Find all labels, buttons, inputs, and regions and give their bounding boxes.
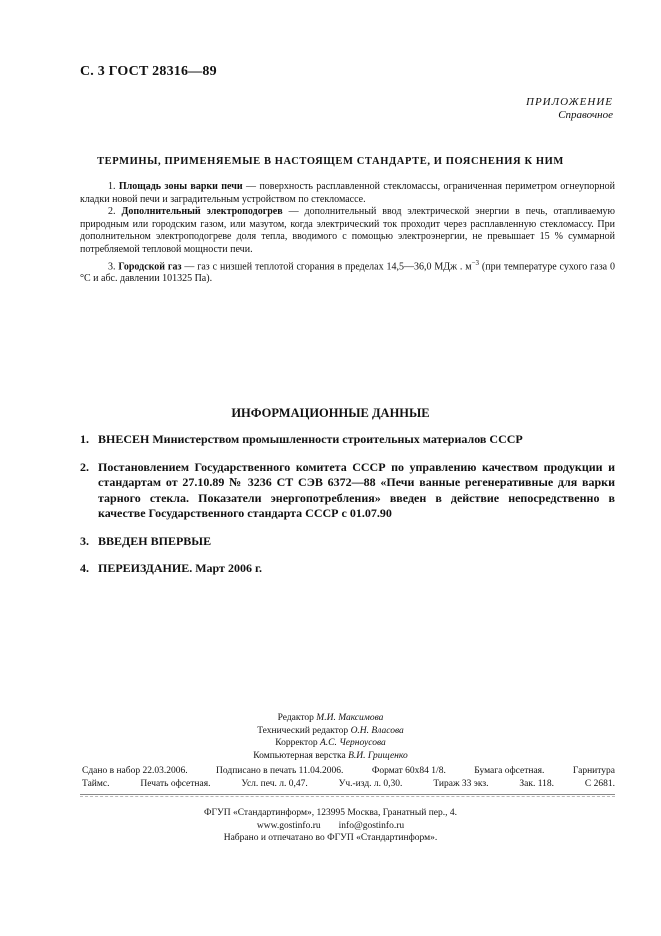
imprint-cell: Сдано в набор 22.03.2006.: [82, 766, 188, 776]
imprint-cell: Тираж 33 экз.: [433, 778, 489, 789]
info-text: ВНЕСЕН Министерством промышленности строительных материалов СССР: [98, 432, 523, 446]
info-item-2: [80, 460, 615, 522]
term-item-2: [80, 206, 615, 256]
info-number: 2.: [80, 459, 89, 474]
imprint-cell: Подписано в печать 11.04.2006.: [216, 766, 344, 776]
imprint-cell: Зак. 118.: [519, 778, 554, 789]
editor-role: Корректор: [275, 738, 318, 748]
term-name: Площадь зоны варки печи: [118, 181, 243, 192]
imprint-cell: Печать офсетная.: [140, 778, 211, 789]
appendix-label: [526, 96, 613, 122]
editor-name: М.И. Максимова: [316, 713, 384, 723]
imprint-row-1: [82, 765, 615, 778]
imprint-cell: Гарнитура: [572, 766, 615, 776]
imprint-cell: Таймс.: [82, 778, 110, 789]
publisher-print-note: Набрано и отпечатано во ФГУП «Стандартинформ».: [223, 833, 438, 843]
info-number: 1.: [80, 432, 89, 446]
imprint-cell: Уч.-изд. л. 0,30.: [338, 778, 403, 789]
info-text: ВВЕДЕН ВПЕРВЫЕ: [98, 533, 212, 548]
term-number: 1.: [108, 181, 116, 192]
editor-line: [0, 737, 661, 750]
editor-name: А.С. Черноусова: [319, 738, 386, 748]
term-item-1: [80, 181, 615, 206]
imprint-block: [82, 765, 615, 790]
publisher-email: info@gostinfo.ru: [338, 820, 405, 831]
appendix-kind: Справочное: [558, 109, 613, 121]
editor-line: [0, 725, 661, 738]
term-definition: — поверхность расплавленной стекломассы, ограниченная периметром огнеупорной кладки новой печи и заградительным устройством по стекломассе.: [80, 181, 616, 205]
info-item-1: [80, 432, 615, 448]
editor-name: О.Н. Власова: [350, 725, 404, 736]
publisher-site: www.gostinfo.ru: [256, 820, 321, 831]
term-superscript: −3: [471, 258, 480, 267]
imprint-cell: Усл. печ. л. 0,47.: [241, 778, 308, 789]
term-item-3: [80, 257, 615, 287]
terms-list: [80, 181, 615, 286]
info-number: 3.: [80, 533, 89, 548]
publisher-address: ФГУП «Стандартинформ», 123995 Москва, Гранатный пер., 4.: [203, 808, 458, 818]
info-text: Постановлением Государственного комитета СССР по управлению качеством продукции и стандартам от 27.10.89 № 3236 СТ СЭВ 6372—88 «Печи ванные регенеративные для варки тарного стекла. Показатели энергопотребления» введен в действие непосредственно в качестве Государственного стандарта СССР с 01.07.90: [98, 459, 615, 520]
imprint-cell: Формат 60x84 1/8.: [371, 766, 446, 776]
page-header: С. 3 ГОСТ 28316—89: [80, 64, 217, 79]
publisher-block: [0, 807, 661, 845]
editor-line: [0, 750, 661, 763]
info-item-4: [80, 561, 615, 577]
terms-title: ТЕРМИНЫ, ПРИМЕНЯЕМЫЕ В НАСТОЯЩЕМ СТАНДАРТЕ, И ПОЯСНЕНИЯ К НИМ: [97, 156, 564, 167]
info-title: ИНФОРМАЦИОННЫЕ ДАННЫЕ: [231, 406, 430, 420]
editor-role: Технический редактор: [257, 725, 349, 736]
imprint-row-2: [82, 778, 615, 791]
term-definition: — газ с низшей теплотой сгорания в пределах 14,5—36,0 МДж . м: [181, 260, 472, 272]
term-definition: — дополнительный ввод электрической энергии в печь, отапливаемую природным или городским газом, или мазутом, когда электрический ток проходит через расплавленную стекломассу. При дополнительном электроподогреве доля тепла, вводимого с помощью электроэнергии, не превышает 15 % суммарной потребляемой тепловой мощности печи.: [80, 206, 616, 255]
info-list: [80, 432, 615, 589]
divider-line-dashed: [80, 796, 615, 797]
imprint-cell: Бумага офсетная.: [474, 766, 545, 776]
info-number: 4.: [80, 561, 89, 575]
term-number: 2.: [108, 206, 116, 218]
editors-block: [0, 712, 661, 762]
appendix-title: ПРИЛОЖЕНИЕ: [526, 96, 613, 108]
info-text: ПЕРЕИЗДАНИЕ. Март 2006 г.: [98, 561, 263, 575]
term-name: Городской газ: [118, 260, 182, 272]
editor-line: [0, 712, 661, 725]
divider-line: [80, 794, 615, 795]
editor-role: Редактор: [277, 713, 314, 723]
editor-name: В.И. Грищенко: [348, 750, 408, 761]
term-name: Дополнительный электроподогрев: [121, 206, 283, 218]
imprint-cell: С 2681.: [584, 778, 615, 789]
term-definition-end: (при температуре сухого газа 0 °С и абс. давлении 101325 Па).: [80, 260, 615, 285]
publisher-contacts: [0, 820, 661, 833]
editor-role: Компьютерная верстка: [253, 750, 346, 761]
term-number: 3.: [108, 260, 116, 272]
info-item-3: [80, 534, 615, 550]
